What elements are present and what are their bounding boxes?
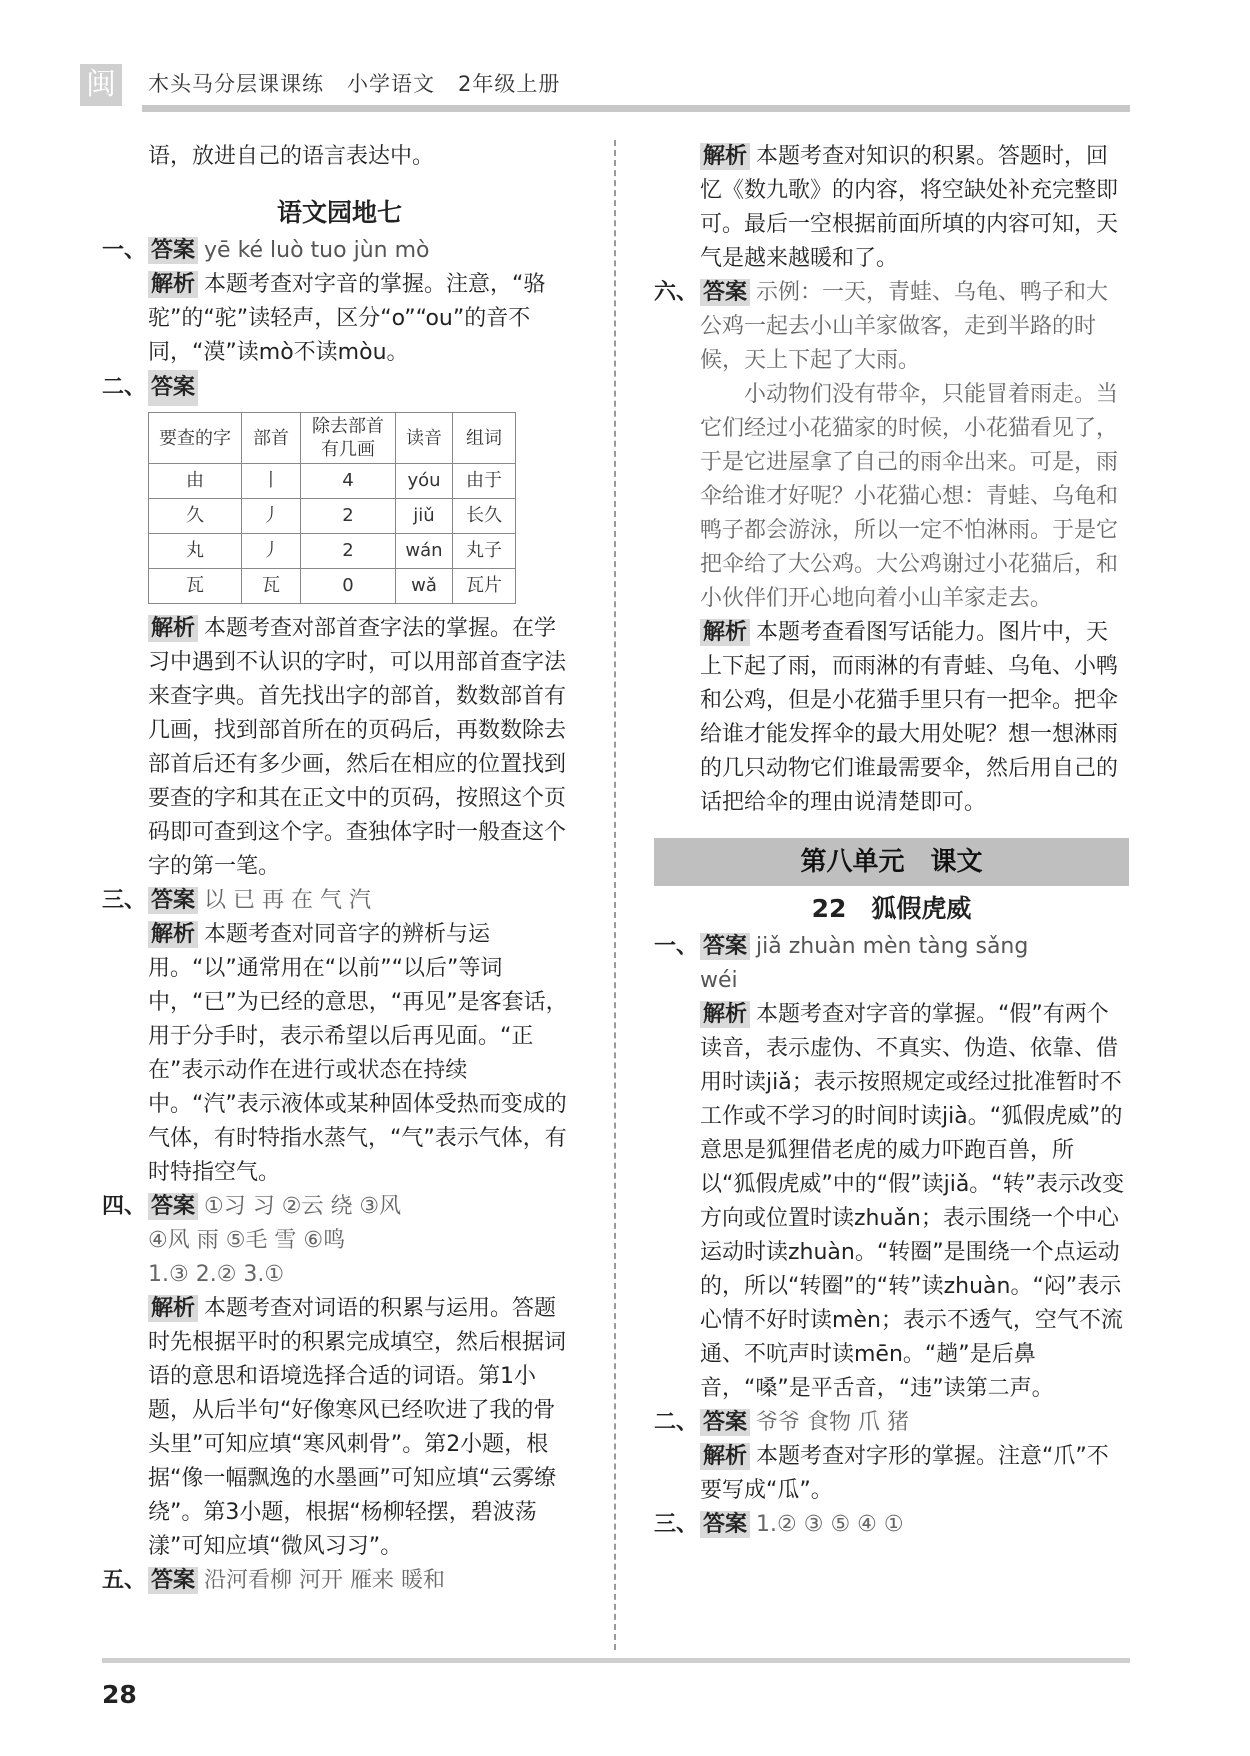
question-number: 六、 [654,280,699,305]
header-rule [142,105,1130,112]
question-5 [102,1564,577,1598]
table-cell: 0 [301,569,396,604]
table-cell: 2 [301,499,396,534]
answer-text: 爷爷 食物 爪 猪 [756,1410,909,1435]
question-number: 一、 [102,238,147,263]
analysis-text: 本题考查对同音字的辨析与运用。“以”通常用在“以前”“以后”等词中，“已”为已经的意思，“再见”是客套话，用于分手时，表示希望以后再见面。“正在”表示动作在进行或状态在持续中。“汽”表示液体或某种固体受热而变成的气体，有时特指水蒸气，“气”表示气体，有时特指空气。 [148,922,568,1185]
table-header: 部首 [242,413,301,464]
answer-label: 答案 [700,933,750,960]
answer-line: 1.③ 2.② 3.① [148,1262,285,1287]
analysis-5 [654,140,1129,276]
answer-label: 答案 [148,237,198,264]
column-divider [614,140,616,1650]
table-cell: 由于 [453,464,516,499]
table-cell: 瓦片 [453,569,516,604]
table-cell: 瓦 [149,569,242,604]
continued-text: 语，放进自己的语言表达中。 [148,144,435,169]
table-cell: 由 [149,464,242,499]
analysis-3 [102,918,577,1190]
table-cell: 2 [301,534,396,569]
analysis-text: 本题考查对字音的掌握。注意，“骆驼”的“驼”读轻声，区分“o”“ou”的音不同，“漠”读mò不读mòu。 [148,272,546,365]
analysis-label: 解析 [700,1001,750,1028]
question-3 [102,884,577,918]
table-cell: 丨 [242,464,301,499]
table-header: 组词 [453,413,516,464]
page-number: 28 [102,1680,137,1709]
footer-rule [102,1658,1130,1663]
table-cell: 丸子 [453,534,516,569]
table-cell: jiǔ [396,499,453,534]
analysis-label: 解析 [148,271,198,298]
table-cell: 瓦 [242,569,301,604]
table-cell: 丿 [242,534,301,569]
answer-text: 以 已 再 在 气 汽 [204,888,371,913]
analysis-1 [102,268,577,370]
question-number: 一、 [654,934,699,959]
publisher-logo: 闽 [80,64,122,106]
table-row [149,569,516,604]
answer-label: 答案 [148,887,198,914]
table-cell: wán [396,534,453,569]
answer-paragraph: 小动物们没有带伞，只能冒着雨走。当它们经过小花猫家的时候，小花猫看见了，于是它进屋拿了自己的雨伞出来。可是，雨伞给谁才好呢？小花猫心想：青蛙、乌龟和鸭子都会游泳，所以一定不怕淋雨。于是它把伞给了大公鸡。大公鸡谢过小花猫后，和小伙伴们开心地向着小山羊家走去。 [700,382,1119,611]
table-row [149,534,516,569]
answer-text: 1.② ③ ⑤ ④ ① [756,1512,904,1537]
table-cell: yóu [396,464,453,499]
answer-text: ①习 习 ②云 绕 ③风 [204,1194,402,1219]
analysis-label: 解析 [700,619,750,646]
question-number: 五、 [102,1568,147,1593]
answer-label: 答案 [148,1567,198,1594]
table-row [149,499,516,534]
question-2 [102,370,577,406]
answer-text: 示例：一天，青蛙、乌龟、鸭子和大公鸡一起去小山羊家做客，走到半路的时候，天上下起了大雨。 [700,280,1109,373]
lesson-question-1 [654,930,1129,964]
analysis-6 [654,616,1129,820]
table-header: 要查的字 [149,413,242,464]
lesson-analysis-2 [654,1440,1129,1508]
answer-label: 答案 [700,1409,750,1436]
answer-line: ④风 雨 ⑤毛 雪 ⑥鸣 [148,1228,346,1253]
question-4 [102,1190,577,1224]
question-number: 四、 [102,1194,147,1219]
table-row [149,464,516,499]
table-cell: 丸 [149,534,242,569]
question-number: 三、 [654,1512,699,1537]
analysis-label: 解析 [148,1295,198,1322]
lesson-title: 22 狐假虎威 [811,894,972,923]
question-number: 二、 [654,1410,699,1435]
answer-text: yē ké luò tuo jùn mò [204,238,430,263]
question-number: 二、 [102,375,147,400]
table-header: 除去部首有几画 [301,413,396,464]
answer-text: jiǎ zhuàn mèn tàng sǎng [756,934,1029,959]
left-column [102,140,577,1598]
analysis-text: 本题考查对词语的积累与运用。答题时先根据平时的积累完成填空，然后根据词语的意思和语境选择合适的词语。第1小题，从后半句“好像寒风已经吹进了我的骨头里”可知应填“寒风刺骨”。第2小题，根据“像一幅飘逸的水墨画”可知应填“云雾缭绕”。第3小题，根据“杨柳轻摆，碧波荡漾”可知应填“微风习习”。 [148,1296,567,1559]
table-header-row [149,413,516,464]
table-cell: 丿 [242,499,301,534]
table-header: 读音 [396,413,453,464]
analysis-2 [102,612,577,884]
question-number: 三、 [102,888,147,913]
unit-banner: 第八单元 课文 [654,838,1129,886]
table-cell: 4 [301,464,396,499]
analysis-label: 解析 [700,1443,750,1470]
analysis-text: 本题考查对字音的掌握。“假”有两个读音，表示虚伪、不真实、伪造、依靠、借用时读jiǎ；表示按照规定或经过批准暂时不工作或不学习的时间时读jià。“狐假虎威”的意思是狐狸借老虎的威力吓跑百兽，所以“狐假虎威”中的“假”读jiǎ。“转”表示改变方向或位置时读zhuǎn；表示围绕一个中心运动时读zhuàn。“转圈”是围绕一个点运动的，所以“转圈”的“转”读zhuàn。“闷”表示心情不好时读mèn；表示不透气，空气不流通、不吭声时读mēn。“趟”是后鼻音，“嗓”是平舌音，“违”读第二声。 [700,1002,1125,1401]
analysis-text: 本题考查对部首查字法的掌握。在学习中遇到不认识的字时，可以用部首查字法来查字典。首先找出字的部首，数数部首有几画，找到部首所在的页码后，再数数除去部首后还有多少画，然后在相应的位置找到要查的字和其在正文中的页码，按照这个页码即可查到这个字。查独体字时一般查这个字的第一笔。 [148,616,567,879]
answer-continuation: wéi [700,968,738,993]
section-title: 语文园地七 [276,198,402,227]
lesson-question-2 [654,1406,1129,1440]
book-title: 木头马分层课课练 小学语文 2年级上册 [148,72,561,96]
analysis-text: 本题考查对知识的积累。答题时，回忆《数九歌》的内容，将空缺处补充完整即可。最后一空根据前面所填的内容可知，天气是越来越暖和了。 [700,144,1119,271]
analysis-label: 解析 [148,921,198,948]
analysis-text: 本题考查对字形的掌握。注意“爪”不要写成“瓜”。 [700,1444,1109,1503]
answer-text: 沿河看柳 河开 雁来 暖和 [204,1568,445,1593]
question-6 [654,276,1129,378]
answer-label: 答案 [148,1193,198,1220]
answer-label: 答案 [148,370,198,406]
page-header [80,60,1130,108]
lesson-analysis-1 [654,998,1129,1406]
answer-label: 答案 [700,279,750,306]
right-column [654,140,1129,1542]
analysis-text: 本题考查看图写话能力。图片中，天上下起了雨，而雨淋的有青蛙、乌龟、小鸭和公鸡，但是小花猫手里只有一把伞。把伞给谁才能发挥伞的最大用处呢？想一想淋雨的几只动物它们谁最需要伞，然后用自己的话把给伞的理由说清楚即可。 [700,620,1119,815]
answer-label: 答案 [700,1511,750,1538]
analysis-4 [102,1292,577,1564]
lesson-question-3 [654,1508,1129,1542]
analysis-label: 解析 [148,615,198,642]
radical-lookup-table [148,412,516,604]
question-1 [102,234,577,268]
table-cell: 久 [149,499,242,534]
analysis-label: 解析 [700,143,750,170]
table-cell: wǎ [396,569,453,604]
table-cell: 长久 [453,499,516,534]
